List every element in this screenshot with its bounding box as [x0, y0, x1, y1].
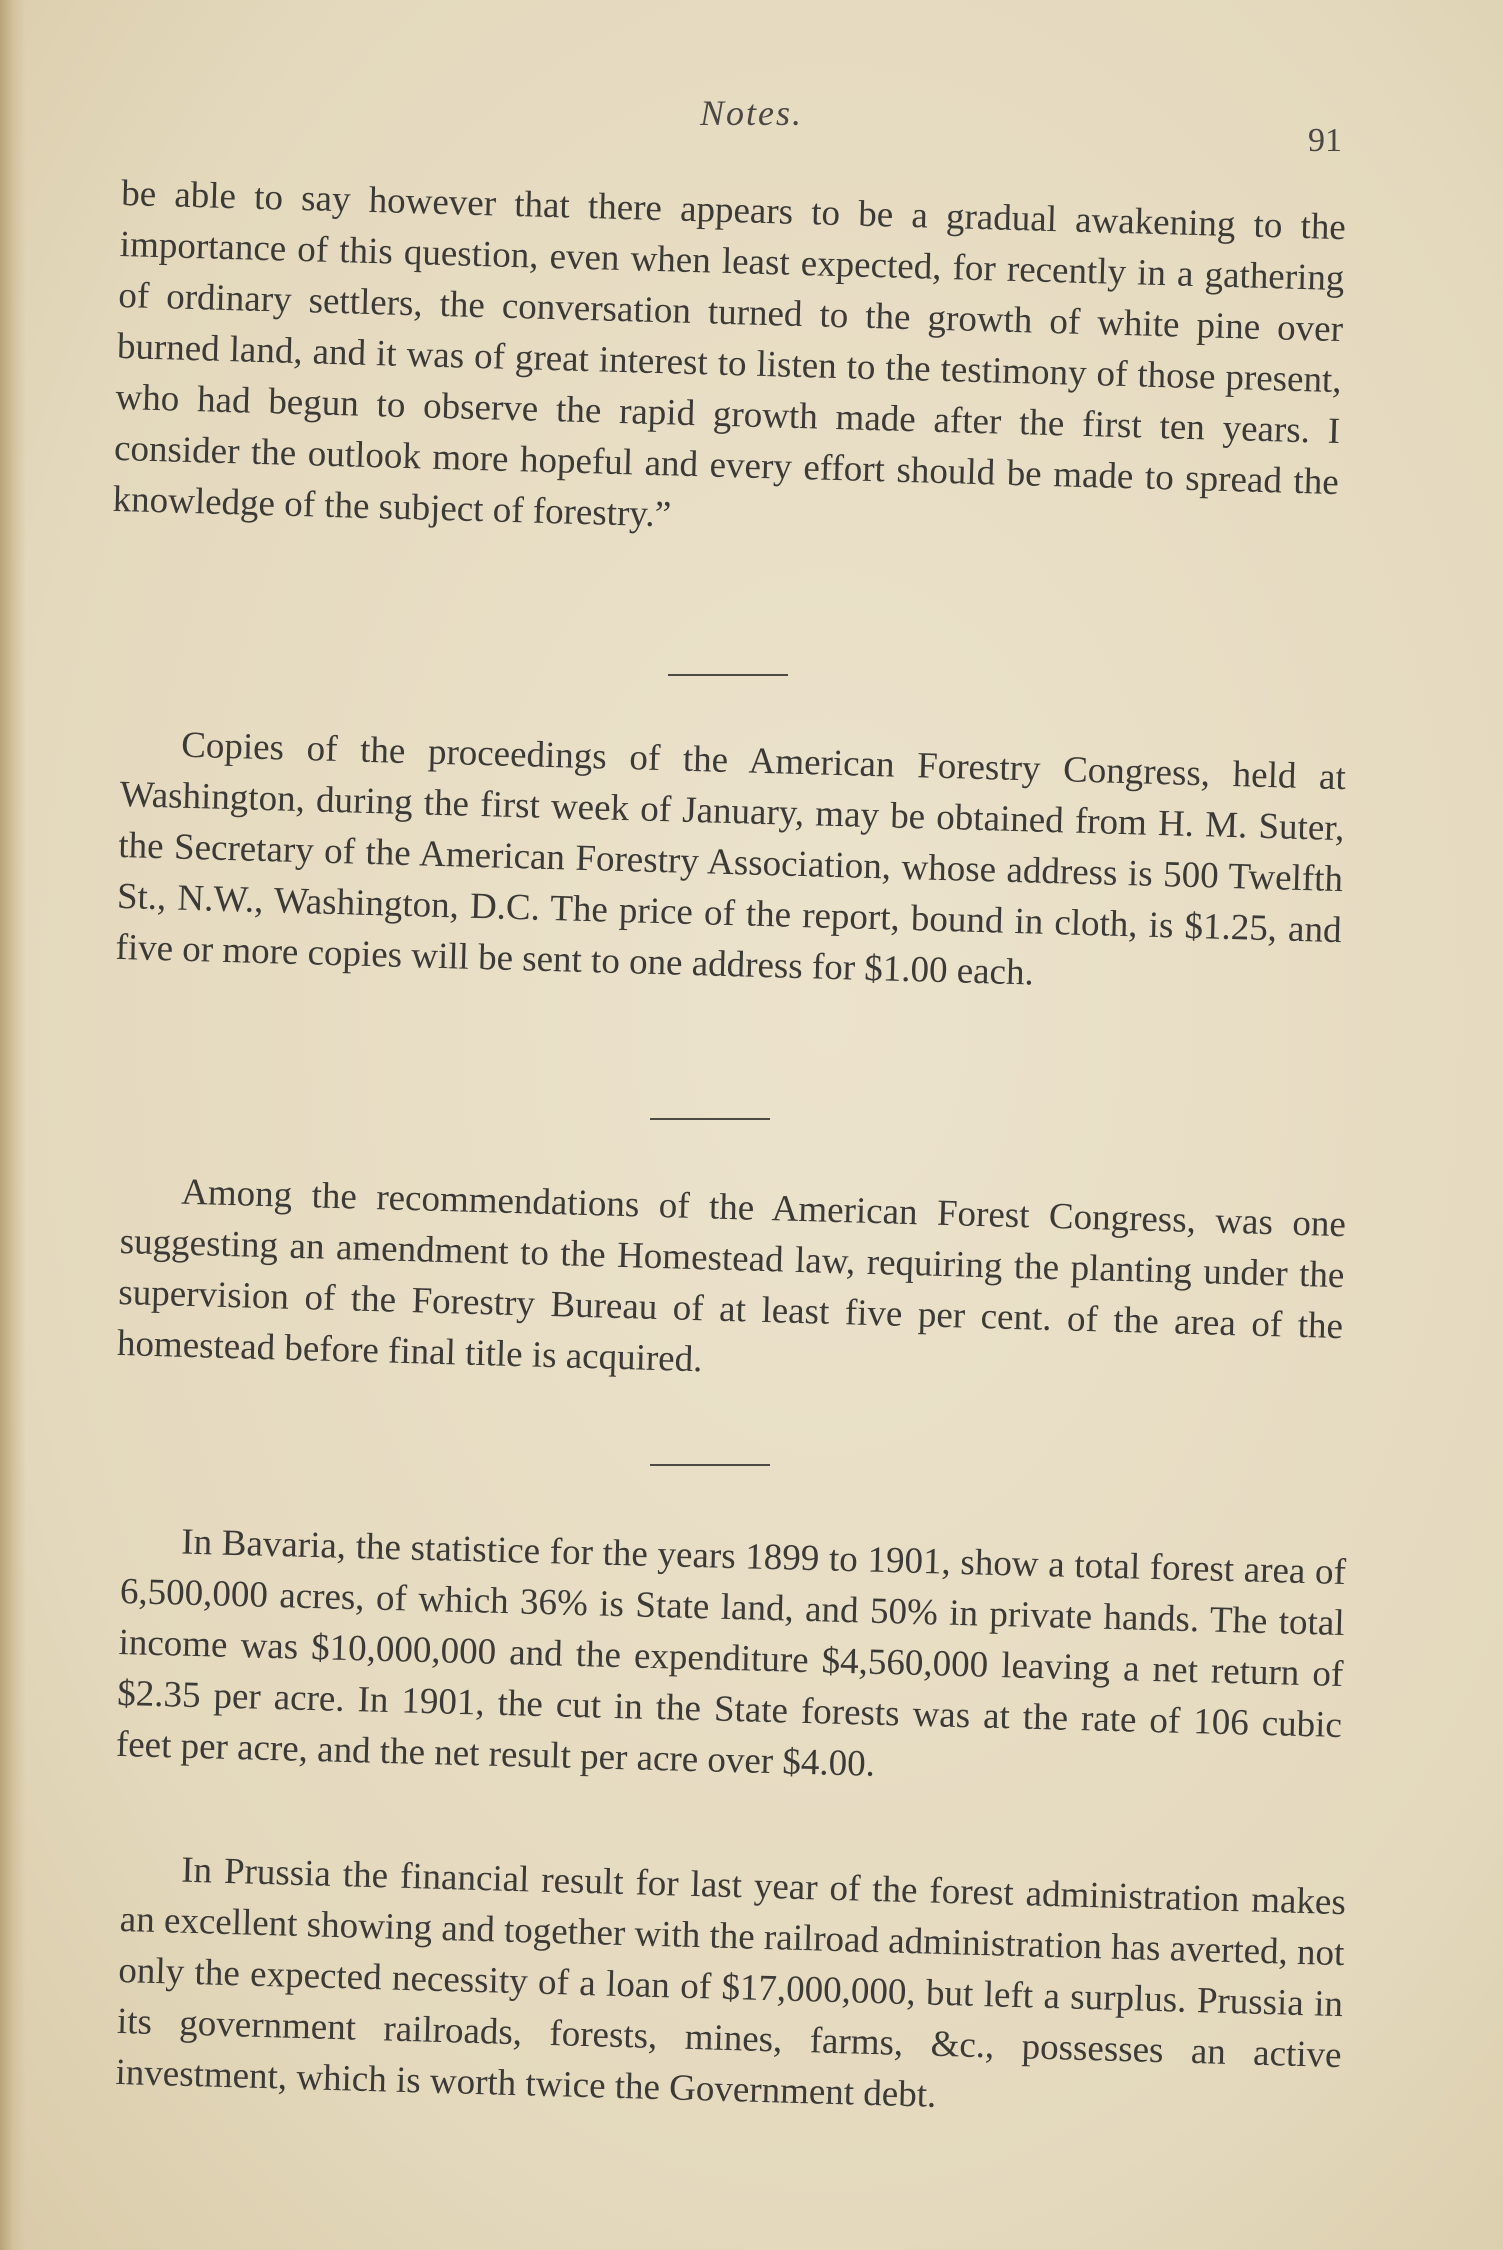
section-divider — [650, 1464, 770, 1466]
paragraph-forestry-congress-proceedings: Copies of the proceedings of the American Forestry Congress, held at Washington, during the first week of January, may be obtained from H. M. Suter, the Secretary of the American Forestry Association, whose address is 500 Twelfth St., N.W., Washington, D.C. The price of the report, bound in cloth, is $1.25, and five or more copies will be sent to one address for $1.00 each. — [115, 724, 1347, 994]
section-divider — [650, 1118, 770, 1120]
section-divider — [668, 674, 788, 676]
paragraph-bavaria-statistics: In Bavaria, the statistice for the years 1899 to 1901, show a total forest area of 6,500,000 acres, of which 36% is State land, and 50% in private hands. The total income was $10,000,000 and the expenditure $4,560,000 leaving a net return of $2.35 per acre. In 1901, the cut in the State forests was at the rate of 106 cubic feet per acre, and the net result per acre over $4.00. — [115, 1521, 1347, 1785]
page-number: 91 — [1308, 122, 1342, 159]
paragraph-settlers-quote: be able to say however that there appears to be a gradual awakening to the importance of this question, even when least expected, for recently in a gathering of ordinary settlers, the conversation turned to the growth of white pine over burned land, and it was of great interest to listen to the testimony of those present, who had begun to observe the rapid growth made after the first ten years. I consider the outlook more hopeful and every effort should be made to spread the knowledge of the subject of forestry.” — [112, 172, 1347, 536]
paragraph-homestead-law: Among the recommendations of the American Forest Congress, was one suggesting an amendment to the Homestead law, requiring the planting under the supervision of the Forestry Bureau of at least five per cent. of the area of the homestead before final title is acquired. — [116, 1171, 1347, 1381]
paragraph-prussia-finances: In Prussia the financial result for last year of the forest administration makes an excellent showing and together with the railroad administration has averted, not only the expected necessity of a loan of $17,000,000, but left a surplus. Prussia in its government railroads, forests, mines, farms, &c., possesses an active investment, which is worth twice the Government debt. — [115, 1849, 1347, 2116]
running-title: Notes. — [699, 93, 803, 133]
spine-shadow — [0, 0, 26, 2250]
